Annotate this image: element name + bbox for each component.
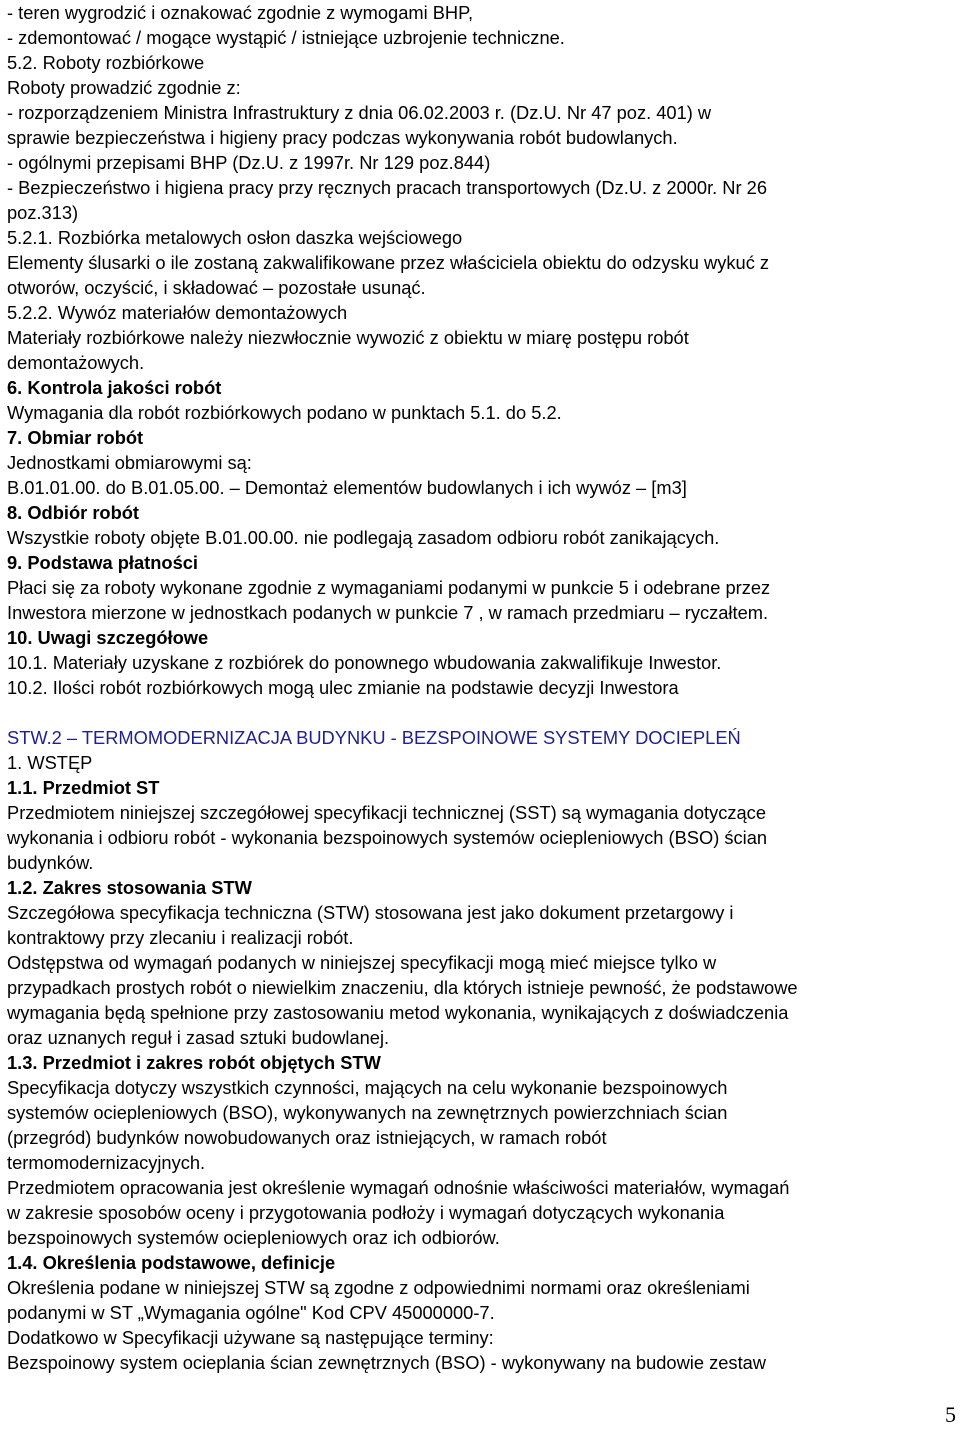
text-line: podanymi w ST „Wymagania ogólne" Kod CPV 45000000-7. [7, 1302, 495, 1323]
text-line: Jednostkami obmiarowymi są: [7, 452, 252, 473]
text-line: Określenia podane w niniejszej STW są zgodne z odpowiednimi normami oraz określeniami [7, 1277, 750, 1298]
section-1-4-heading [7, 1250, 953, 1275]
section-title: Przedmiot ST [42, 777, 160, 798]
text-line: Wszystkie roboty objęte B.01.00.00. nie podlegają zasadom odbioru robót zanikających. [7, 527, 720, 548]
text-line: kontraktowy przy zlecaniu i realizacji robót. [7, 927, 354, 948]
section-6 [7, 375, 953, 425]
section-title: Kontrola jakości robót [27, 377, 222, 398]
text-line: demontażowych. [7, 352, 145, 373]
text-line: Odstępstwa od wymagań podanych w niniejszej specyfikacji mogą mieć miejsce tylko w [7, 952, 717, 973]
section-title: Określenia podstawowe, definicje [42, 1252, 336, 1273]
section-title: Podstawa płatności [27, 552, 198, 573]
text-line: (przegród) budynków nowobudowanych oraz istniejących, w ramach robót [7, 1127, 607, 1148]
section-number: 6. [7, 377, 28, 398]
section-1-3-heading [7, 1050, 953, 1075]
section-7-heading [7, 425, 953, 450]
section-number: 1.2. [7, 877, 43, 898]
text-line: 10.2. Ilości robót rozbiórkowych mogą ulec zmianie na podstawie decyzji Inwestora [7, 677, 679, 698]
text-line: Roboty prowadzić zgodnie z: [7, 77, 241, 98]
text-line: Bezspoinowy system ocieplania ścian zewnętrznych (BSO) - wykonywany na budowie zestaw [7, 1352, 767, 1373]
section-title: Przedmiot i zakres robót objętych STW [42, 1052, 381, 1073]
text-line: oraz uznanych reguł i zasad sztuki budowlanej. [7, 1027, 390, 1048]
text-line: sprawie bezpieczeństwa i higieny pracy podczas wykonywania robót budowlanych. [7, 127, 678, 148]
section-1-heading: 1. WSTĘP [7, 752, 93, 773]
text-line: - zdemontować / mogące wystąpić / istniejące uzbrojenie techniczne. [7, 27, 565, 48]
text-line: Szczegółowa specyfikacja techniczna (STW) stosowana jest jako dokument przetargowy i [7, 902, 734, 923]
section-number: 7. [7, 427, 28, 448]
section-number: 1.3. [7, 1052, 43, 1073]
page-number: 5 [945, 1402, 956, 1427]
text-line: 10.1. Materiały uzyskane z rozbiórek do ponownego wbudowania zakwalifikuje Inwestor. [7, 652, 722, 673]
text-line: poz.313) [7, 202, 79, 223]
text-line: Przedmiotem opracowania jest określenie wymagań odnośnie właściwości materiałów, wymagań [7, 1177, 790, 1198]
text-line: - rozporządzeniem Ministra Infrastruktury z dnia 06.02.2003 r. (Dz.U. Nr 47 poz. 401) w [7, 102, 712, 123]
text-line: Inwestora mierzone w jednostkach podanych w punkcie 7 , w ramach przedmiaru – ryczałtem. [7, 602, 769, 623]
text-line: Dodatkowo w Specyfikacji używane są następujące terminy: [7, 1327, 494, 1348]
text-line: Specyfikacja dotyczy wszystkich czynności, mających na celu wykonanie bezspoinowych [7, 1077, 728, 1098]
blank-line [7, 700, 953, 725]
text-line: Przedmiotem niniejszej szczegółowej specyfikacji technicznej (SST) są wymagania dotyczące [7, 802, 766, 823]
section-9-heading [7, 550, 953, 575]
text-line: - Bezpieczeństwo i higiena pracy przy ręcznych pracach transportowych (Dz.U. z 2000r. Nr 26 [7, 177, 768, 198]
section-5-continuation [7, 0, 953, 375]
stw-2 [7, 725, 953, 1375]
text-line: bezspoinowych systemów ociepleniowych oraz ich odbiorów. [7, 1227, 500, 1248]
text-line: wykonania i odbioru robót - wykonania bezspoinowych systemów ociepleniowych (BSO) ścian [7, 827, 768, 848]
text-line: Wymagania dla robót rozbiórkowych podano w punktach 5.1. do 5.2. [7, 402, 562, 423]
text-line: - teren wygrodzić i oznakować zgodnie z wymogami BHP, [7, 2, 474, 23]
subheading-5-2: 5.2. Roboty rozbiórkowe [7, 52, 205, 73]
text-line: budynków. [7, 852, 94, 873]
text-line: Elementy ślusarki o ile zostaną zakwalifikowane przez właściciela obiektu do odzysku wykuć z [7, 252, 770, 273]
text-line: wymagania będą spełnione przy zastosowaniu metod wykonania, wynikających z doświadczenia [7, 1002, 789, 1023]
text-line: Materiały rozbiórkowe należy niezwłocznie wywozić z obiektu w miarę postępu robót [7, 327, 689, 348]
section-9 [7, 550, 953, 625]
section-8-heading [7, 500, 953, 525]
section-number: 8. [7, 502, 28, 523]
text-line: otworów, oczyścić, i składować – pozostałe usunąć. [7, 277, 426, 298]
text-line: Płaci się za roboty wykonane zgodnie z wymaganiami podanymi w punkcie 5 i odebrane przez [7, 577, 771, 598]
stw-2-title: STW.2 – TERMOMODERNIZACJA BUDYNKU - BEZSPOINOWE SYSTEMY DOCIEPLEŃ [7, 727, 741, 748]
section-8 [7, 500, 953, 550]
section-title: Obmiar robót [27, 427, 144, 448]
subheading-5-2-2: 5.2.2. Wywóz materiałów demontażowych [7, 302, 348, 323]
section-10 [7, 625, 953, 700]
text-line: w zakresie sposobów oceny i przygotowania podłoży i wymagań dotyczących wykonania [7, 1202, 725, 1223]
text-line: termomodernizacyjnych. [7, 1152, 206, 1173]
section-10-heading: 10. Uwagi szczegółowe [7, 627, 209, 648]
section-title: Zakres stosowania STW [42, 877, 252, 898]
subheading-5-2-1: 5.2.1. Rozbiórka metalowych osłon daszka wejściowego [7, 227, 463, 248]
document-page [7, 0, 953, 1375]
section-number: 1.1. [7, 777, 43, 798]
section-title: Odbiór robót [27, 502, 140, 523]
section-number: 9. [7, 552, 28, 573]
section-6-heading [7, 375, 953, 400]
text-line: - ogólnymi przepisami BHP (Dz.U. z 1997r. Nr 129 poz.844) [7, 152, 491, 173]
section-1-2-heading [7, 875, 953, 900]
section-7 [7, 425, 953, 500]
text-line: przypadkach prostych robót o niewielkim znaczeniu, dla których istnieje pewność, że podstawowe [7, 977, 798, 998]
section-1-1-heading [7, 775, 953, 800]
text-line: systemów ociepleniowych (BSO), wykonywanych na zewnętrznych powierzchniach ścian [7, 1102, 728, 1123]
section-number: 1.4. [7, 1252, 43, 1273]
text-line: B.01.01.00. do B.01.05.00. – Demontaż elementów budowlanych i ich wywóz – [m3] [7, 477, 687, 498]
